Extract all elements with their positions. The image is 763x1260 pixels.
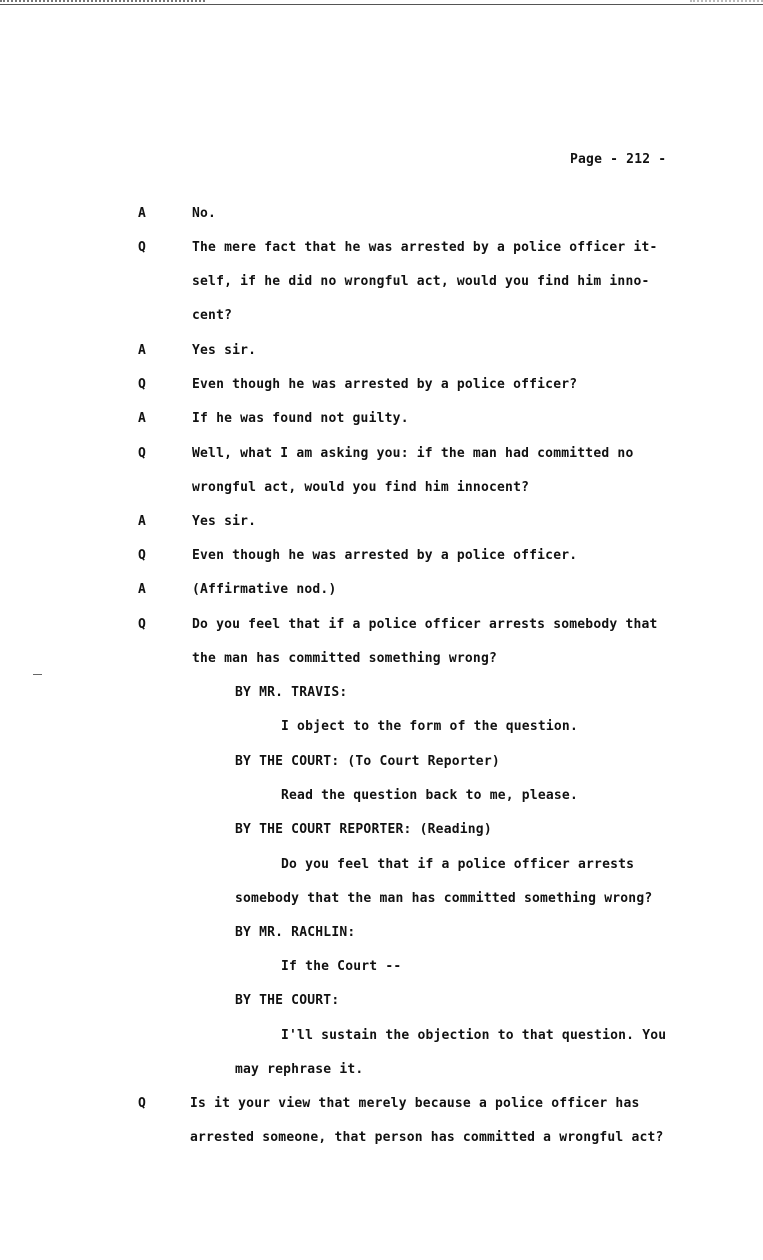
transcript-line: Even though he was arrested by a police officer? bbox=[192, 377, 578, 392]
speaker-label: A bbox=[138, 411, 146, 426]
transcript-line: I object to the form of the question. bbox=[281, 719, 578, 734]
transcript-line: the man has committed something wrong? bbox=[192, 651, 498, 666]
speaker-heading: BY MR. RACHLIN: bbox=[235, 925, 356, 940]
transcript-line: I'll sustain the objection to that question. You bbox=[281, 1028, 667, 1043]
transcript-line: Yes sir. bbox=[192, 343, 257, 358]
speaker-label: A bbox=[138, 582, 146, 597]
speaker-heading: BY THE COURT: (To Court Reporter) bbox=[235, 754, 500, 769]
speaker-label: Q bbox=[138, 1096, 146, 1111]
transcript-line: (Affirmative nod.) bbox=[192, 582, 337, 597]
transcript-line: Do you feel that if a police officer arrests bbox=[281, 857, 635, 872]
transcript-line: self, if he did no wrongful act, would you find him inno- bbox=[192, 274, 650, 289]
transcript-line: If he was found not guilty. bbox=[192, 411, 409, 426]
transcript-line: Read the question back to me, please. bbox=[281, 788, 578, 803]
page-number: Page - 212 - bbox=[570, 152, 667, 167]
speaker-label: Q bbox=[138, 548, 146, 563]
top-edge-line bbox=[0, 4, 763, 5]
speaker-heading: BY THE COURT: bbox=[235, 993, 340, 1008]
transcript-line: No. bbox=[192, 206, 217, 221]
transcript-line: Do you feel that if a police officer arrests somebody that bbox=[192, 617, 658, 632]
speaker-label: Q bbox=[138, 446, 146, 461]
speaker-label: A bbox=[138, 343, 146, 358]
transcript-line: somebody that the man has committed something wrong? bbox=[235, 891, 653, 906]
transcript-line: Yes sir. bbox=[192, 514, 257, 529]
transcript-line: Even though he was arrested by a police officer. bbox=[192, 548, 578, 563]
transcript-line: Well, what I am asking you: if the man had committed no bbox=[192, 446, 634, 461]
speaker-heading: BY MR. TRAVIS: bbox=[235, 685, 348, 700]
transcript-line: cent? bbox=[192, 308, 233, 323]
speaker-heading: BY THE COURT REPORTER: (Reading) bbox=[235, 822, 492, 837]
speaker-label: Q bbox=[138, 240, 146, 255]
transcript-line: If the Court -- bbox=[281, 959, 402, 974]
transcript-line: wrongful act, would you find him innocent? bbox=[192, 480, 530, 495]
top-edge-faint-dots bbox=[690, 0, 763, 2]
speaker-label: A bbox=[138, 206, 146, 221]
top-edge-dots bbox=[0, 0, 205, 2]
speaker-label: Q bbox=[138, 377, 146, 392]
speaker-label: Q bbox=[138, 617, 146, 632]
margin-mark bbox=[33, 674, 42, 675]
transcript-line: Is it your view that merely because a police officer has bbox=[190, 1096, 640, 1111]
transcript-line: The mere fact that he was arrested by a police officer it- bbox=[192, 240, 658, 255]
transcript-line: arrested someone, that person has committed a wrongful act? bbox=[190, 1130, 664, 1145]
transcript-line: may rephrase it. bbox=[235, 1062, 364, 1077]
speaker-label: A bbox=[138, 514, 146, 529]
